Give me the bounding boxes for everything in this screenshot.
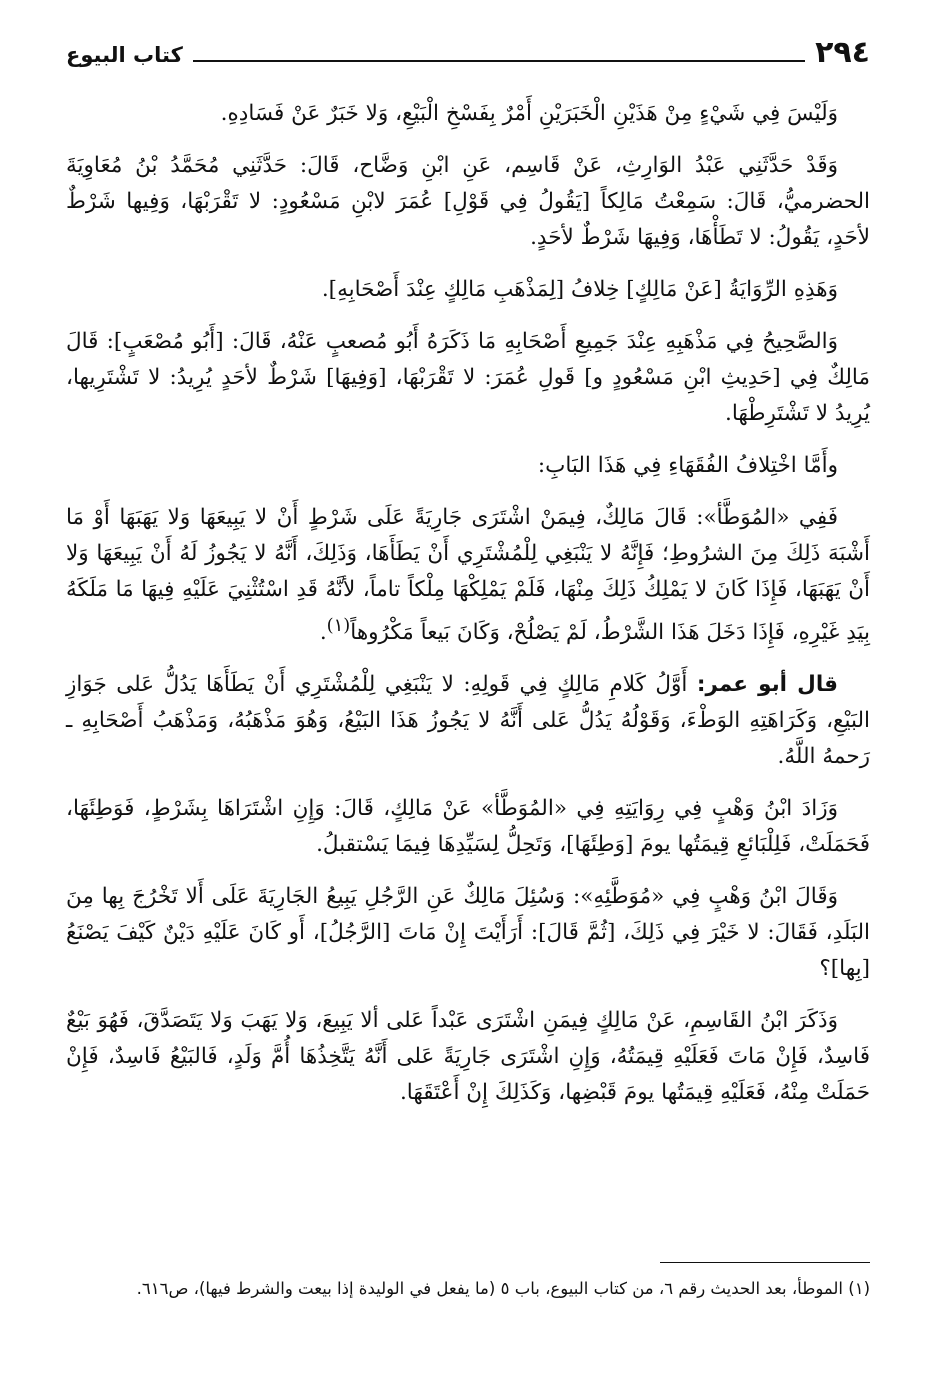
footnote-reference: (١) bbox=[326, 615, 351, 636]
paragraph: فَفِي «المُوَطَّأ»: قَالَ مَالِكٌ، فِيمَنْ اشْتَرَى جَارِيَةً عَلَى شَرْطٍ أَنْ لا يَبِيعَهَا وَلا يَهَبَهَا أَوْ مَا أَشْبَهَ ذَلِكَ مِنَ الشرُوطِ؛ فَإِنَّهُ لا يَنْبَغِي لِلْمُشْتَرِي أَنْ يَطَأَهَا، وَذَلِكَ، أَنَّهُ لا يَجُوزُ لَهُ أَنْ يَبِيعَهَا وَلا أَنْ يَهَبَهَا، فَإِذَا كَانَ لا يَمْلِكُ ذَلِكَ مِنْهَا، فَلَمْ يَمْلِكْهَا مِلْكاً تاماً، لأنَّهُ قَدِ اسْتُثْنِيَ عَلَيْهِ فِيهَا مَا مَلَكَهُ بِيَدِ غَيْرِهِ، فَإِذَا دَخَلَ هَذَا الشَّرْطُ، لَمْ يَصْلُحْ، وَكَانَ بَيعاً مَكْرُوهاً$^{(١)}$. bbox=[66, 505, 870, 646]
paragraph: وَذَكَرَ ابْنُ القَاسِمِ، عَنْ مَالِكٍ فِيمَنِ اشْتَرَى عَبْداً عَلى ألا يَبِيعَ، وَلا يَهَبَ وَلا يَتَصَدَّقَ، فَهُوَ بَيْعٌ فَاسِدٌ، فَإِنْ مَاتَ فَعَلَيْهِ قِيمَتُهُ، وَإِنِ اشْتَرَى جَارِيَةً عَلى أَنَّهُ يَتَّخِذُهَا أُمَّ وَلَدٍ، فَالبَيْعُ فَاسِدٌ، فَإِنْ حَمَلَتْ مِنْهُ، فَعَلَيْهِ قِيمَتُها يومَ قَبْضِها، وَكَذَلِكَ إِنْ أَعْتَقَهَا. bbox=[66, 1008, 870, 1106]
paragraph: وأَمَّا اخْتِلافُ الفُقَهَاءِ فِي هَذَا البَابِ: bbox=[537, 453, 838, 478]
page-number: ٢٩٤ bbox=[815, 35, 870, 70]
body-text bbox=[66, 96, 870, 1127]
paragraph: وَزَادَ ابْنُ وَهْبٍ فِي رِوَايَتِهِ فِي «المُوَطَّأ» عَنْ مَالِكٍ، قَالَ: وَإِنِ اشْتَرَاهَا بِشَرْطٍ، فَوَطِئَهَا، فَحَمَلَتْ، فَلِلْبَائعِ قِيمَتُها يومَ [وَطِئَهَا]، وَتَحِلُّ لِسَيِّدِهَا فِيمَا يَسْتقبلُ. bbox=[66, 796, 870, 858]
book-title: كتاب البيوع bbox=[66, 43, 183, 67]
paragraph: قال أبو عمر: أَوَّلُ كَلامِ مَالِكٍ فِي قَولِهِ: لا يَنْبَغِي لِلْمُشْتَرِي أَنْ يَطَأَهَا يَدُلُّ عَلى جَوَازِ البَيْعِ، وَكَرَاهَتِهِ الوَطْءَ، وَقَوْلُهُ يَدُلُّ عَلى أَنَّهُ لا يَجُوزُ هَذَا البَيْعُ، وَهُوَ مَذْهَبُهُ، وَمَذْهَبُ أَصْحَابِهِ ـ رَحمهُ اللَّهُ. bbox=[66, 672, 870, 770]
footnotes bbox=[66, 1272, 870, 1306]
paragraph: وَلَيْسَ فِي شَيْءٍ مِنْ هَذَيْنِ الْخَبَرَيْنِ أَمْرٌ بِفَسْخِ الْبَيْعِ، وَلا خَبَرٌ عَنْ فَسَادِهِ. bbox=[220, 101, 838, 126]
paragraph: وَهَذِهِ الرِّوَايَةُ [عَنْ مَالِكٍ] خِلافُ [لِمَذْهَبِ مَالِكٍ عِنْدَ أَصْحَابِهِ]. bbox=[321, 277, 838, 302]
paragraph-lead: قال أبو عمر: bbox=[696, 672, 838, 698]
footnote: (١) الموطأ، بعد الحديث رقم ٦، من كتاب البيوع، باب ٥ (ما يفعل في الوليدة إذا بيعت والشرط فيها)، ص٦١٦. bbox=[136, 1279, 870, 1298]
header-rule bbox=[193, 60, 805, 62]
running-head bbox=[66, 30, 870, 70]
paragraph: وَقَدْ حَدَّثَنِي عَبْدُ الوَارِثِ، عَنْ قَاسِم، عَنِ ابْنِ وَضَّاح، قَالَ: حَدَّثَنِي مُحَمَّدُ بْنُ مُعَاوِيَةَ الحضرميُّ، قَالَ: سَمِعْتُ مَالِكاً [يَقُولُ فِي قَوْلِ] عُمَرَ لابْنِ مَسْعُودٍ: لا تَقْرَبْهَا، وَفِيها شَرْطٌ لأحَدٍ، يَقُولُ: لا تَطَأْهَا، وَفِيهَا شَرْطٌ لأحَدٍ. bbox=[66, 153, 870, 250]
paragraph: وَالصَّحِيحُ فِي مَذْهَبِهِ عِنْدَ جَمِيعِ أَصْحَابِهِ مَا ذَكَرَهُ أَبُو مُصعبٍ عَنْهُ، قَالَ: [أَبُو مُصْعَبٍ]: قَالَ مَالِكٌ فِي [حَدِيثِ ابْنِ مَسْعُودٍ و] قَولِ عُمَرَ: لا تَقْرَبْهَا، [وَفِيهَا] شَرْطٌ لأحَدٍ يُرِيدُ: لا تَشْتَرِيها، يُرِيدُ لا تَشْتَرِطْهَا. bbox=[66, 329, 870, 426]
paragraph: وَقَالَ ابْنُ وَهْبٍ فِي «مُوَطَّئِهِ»: وَسُئِلَ مَالِكٌ عَنِ الرَّجُلِ يَبِيعُ الجَارِيَةَ عَلَى أَلا تَخْرُجَ بِها مِنَ البَلَدِ، فَقَالَ: لا خَيْرَ فِي ذَلِكَ، [ثُمَّ قَالَ]: أَرَأَيْتَ إِنْ مَاتَ [الرَّجُلُ]، أَو كَانَ عَلَيْهِ دَيْنٌ كَيْفَ يَصْنَعُ [بِها]؟ bbox=[66, 884, 870, 982]
footnote-separator bbox=[660, 1262, 870, 1263]
